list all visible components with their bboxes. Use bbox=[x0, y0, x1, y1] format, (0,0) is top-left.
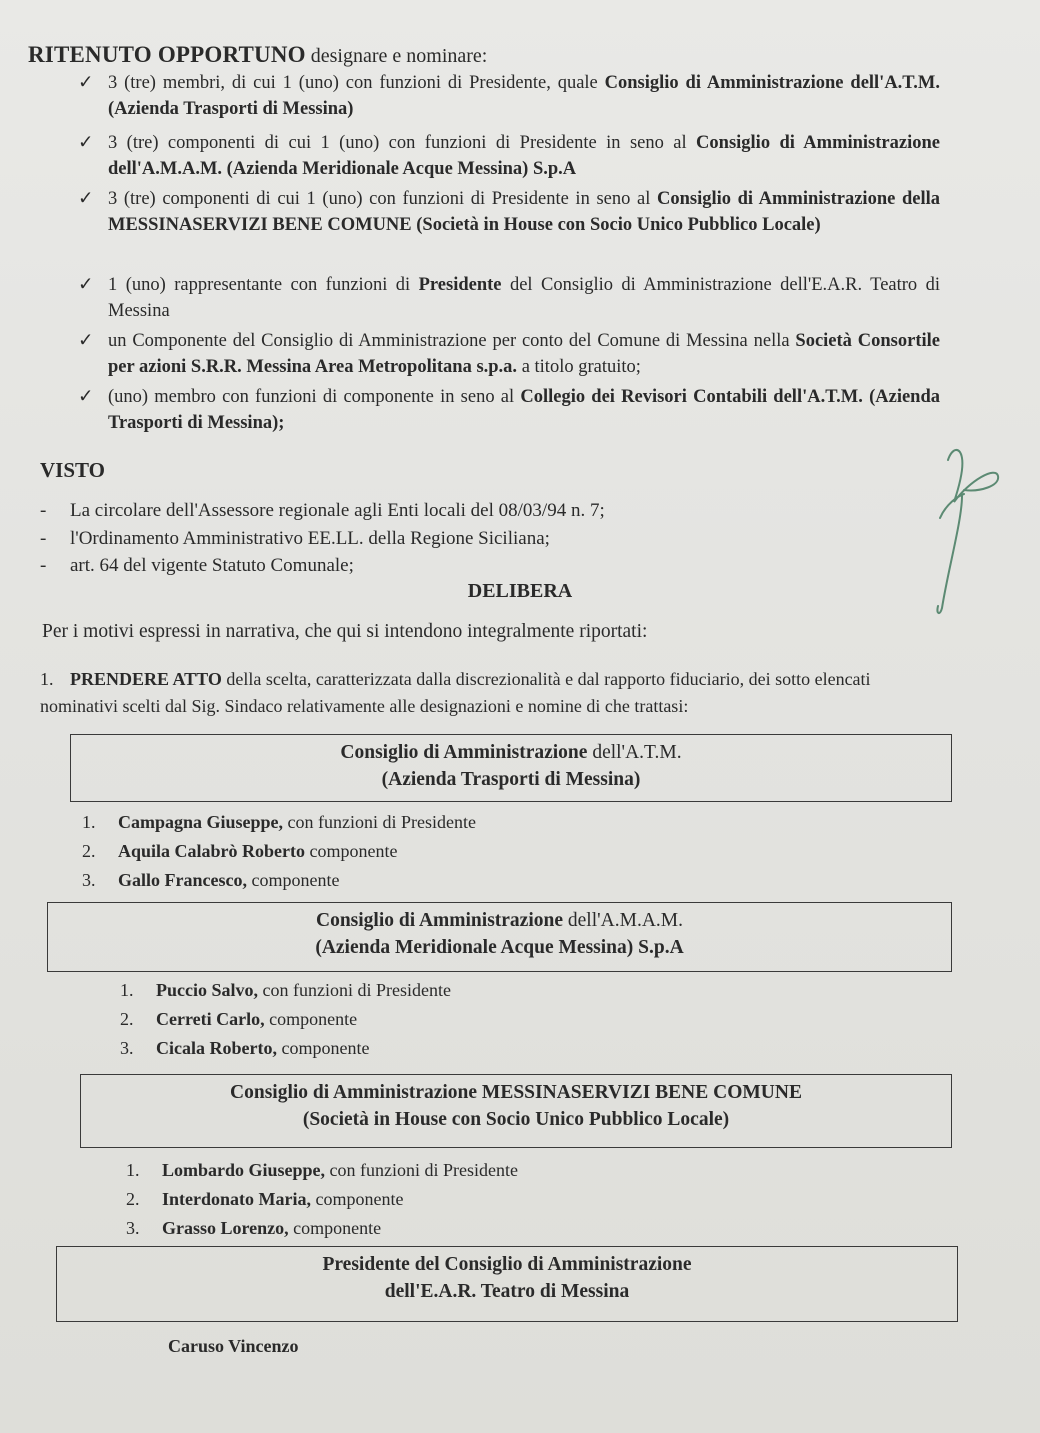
point-number: 1. bbox=[40, 669, 54, 689]
visto-item-3: - art. 64 del vigente Statuto Comunale; bbox=[40, 555, 354, 576]
checkmark-icon: ✓ bbox=[78, 275, 94, 295]
section-title: Consiglio di Amministrazione bbox=[340, 742, 588, 763]
section-title-rest: dell'A.T.M. bbox=[587, 742, 682, 763]
item-bold: Consiglio di Amministrazione dell'A.T.M. (Azienda Trasporti di Messina) bbox=[108, 73, 940, 119]
members-list-ear-teatro bbox=[168, 1332, 299, 1361]
visto-text: art. 64 del vigente Statuto Comunale; bbox=[70, 555, 354, 576]
ritenuto-item-5 bbox=[78, 328, 940, 380]
item-text: 1 (uno) rappresentante con funzioni di bbox=[108, 275, 419, 295]
section-subtitle: (Azienda Meridionale Acque Messina) S.p.A bbox=[315, 937, 684, 958]
point-bold: PRENDERE ATTO bbox=[70, 669, 222, 689]
delibera-heading: DELIBERA bbox=[467, 580, 573, 602]
visto-item-1: - La circolare dell'Assessore regionale agli Enti locali del 08/03/94 n. 7; bbox=[40, 500, 605, 521]
item-text: 3 (tre) membri, di cui 1 (uno) con funzioni di Presidente, quale bbox=[108, 73, 605, 93]
item-bold: Presidente bbox=[418, 275, 502, 295]
delibera-point-1 bbox=[40, 666, 940, 720]
list-item: 3. Grasso Lorenzo, componente bbox=[126, 1218, 382, 1238]
item-bold: Consiglio di Amministrazione della MESSINASERVIZI BENE COMUNE (Società in House con Socio Unico Pubblico Locale) bbox=[108, 189, 940, 235]
item-text: un Componente del Consiglio di Amministrazione per conto del Comune di Messina nella bbox=[108, 331, 796, 351]
list-item: 2. Interdonato Maria, componente bbox=[126, 1189, 404, 1209]
item-text-post: del Consiglio di Amministrazione dell'E.A.R. Teatro di Messina bbox=[108, 275, 941, 321]
list-item: 3. Cicala Roberto, componente bbox=[120, 1038, 370, 1058]
section-title: Consiglio di Amministrazione MESSINASERVIZI BENE COMUNE bbox=[230, 1082, 802, 1103]
section-title-rest: dell'A.M.A.M. bbox=[563, 910, 683, 931]
members-list-messinaservizi bbox=[126, 1156, 518, 1243]
section-subtitle: (Azienda Trasporti di Messina) bbox=[381, 769, 641, 790]
section-title: Presidente del Consiglio di Amministrazione bbox=[322, 1254, 692, 1275]
section-subtitle: (Società in House con Socio Unico Pubblico Locale) bbox=[302, 1109, 730, 1130]
section-box-ear-teatro bbox=[56, 1246, 958, 1322]
list-item: 1. Campagna Giuseppe, con funzioni di Presidente bbox=[82, 812, 477, 832]
item-text: 3 (tre) componenti di cui 1 (uno) con funzioni di Presidente in seno al bbox=[108, 189, 657, 209]
list-item: 1. Lombardo Giuseppe, con funzioni di Presidente bbox=[126, 1160, 518, 1180]
point-text: della scelta, caratterizzata dalla discrezionalità e dal rapporto fiduciario, dei sotto elencati nominativi scelti dal Sig. Sindaco relativamente alle designazioni e nomine di che trattasi: bbox=[40, 669, 871, 716]
section-box-amam bbox=[47, 902, 952, 972]
ritenuto-line bbox=[28, 42, 487, 68]
visto-text: La circolare dell'Assessore regionale agli Enti locali del 08/03/94 n. 7; bbox=[70, 500, 605, 521]
list-item: 1. Puccio Salvo, con funzioni di Presidente bbox=[120, 980, 451, 1000]
ritenuto-item-4 bbox=[78, 272, 940, 324]
checkmark-icon: ✓ bbox=[78, 387, 94, 407]
list-item: 3. Gallo Francesco, componente bbox=[82, 870, 340, 890]
ritenuto-intro: designare e nominare: bbox=[305, 45, 488, 67]
ritenuto-item-2 bbox=[78, 130, 940, 182]
item-text-post: a titolo gratuito; bbox=[517, 357, 641, 377]
visto-item-2: - l'Ordinamento Amministrativo EE.LL. della Regione Siciliana; bbox=[40, 528, 550, 549]
section-box-atm bbox=[70, 734, 952, 802]
ritenuto-item-3 bbox=[78, 186, 940, 238]
list-item: 2. Cerreti Carlo, componente bbox=[120, 1009, 358, 1029]
checkmark-icon: ✓ bbox=[78, 73, 94, 93]
item-text: 3 (tre) componenti di cui 1 (uno) con funzioni di Presidente in seno al bbox=[108, 133, 697, 153]
members-list-amam bbox=[120, 976, 451, 1063]
section-box-messinaservizi bbox=[80, 1074, 952, 1148]
item-bold: Società Consortile per azioni S.R.R. Messina Area Metropolitana s.p.a. bbox=[108, 331, 940, 377]
list-item: Caruso Vincenzo bbox=[168, 1336, 299, 1356]
checkmark-icon: ✓ bbox=[78, 331, 94, 351]
ritenuto-heading: RITENUTO OPPORTUNO bbox=[28, 42, 306, 67]
item-text: (uno) membro con funzioni di componente in seno al bbox=[108, 387, 521, 407]
visto-text: l'Ordinamento Amministrativo EE.LL. della Regione Siciliana; bbox=[70, 528, 550, 549]
list-item: 2. Aquila Calabrò Roberto componente bbox=[82, 841, 398, 861]
checkmark-icon: ✓ bbox=[78, 189, 94, 209]
item-bold: Collegio dei Revisori Contabili dell'A.T.M. (Azienda Trasporti di Messina); bbox=[108, 387, 940, 433]
ritenuto-item-6 bbox=[78, 384, 940, 436]
section-subtitle: dell'E.A.R. Teatro di Messina bbox=[384, 1281, 630, 1302]
item-bold: Consiglio di Amministrazione dell'A.M.A.M. (Azienda Meridionale Acque Messina) S.p.A bbox=[108, 133, 940, 179]
members-list-atm bbox=[82, 808, 476, 895]
section-title: Consiglio di Amministrazione bbox=[315, 910, 564, 931]
checkmark-icon: ✓ bbox=[78, 133, 94, 153]
visto-heading: VISTO bbox=[40, 458, 105, 482]
delibera-intro: Per i motivi espressi in narrativa, che qui si intendono integralmente riportati: bbox=[42, 621, 648, 642]
ritenuto-item-1 bbox=[78, 70, 940, 122]
